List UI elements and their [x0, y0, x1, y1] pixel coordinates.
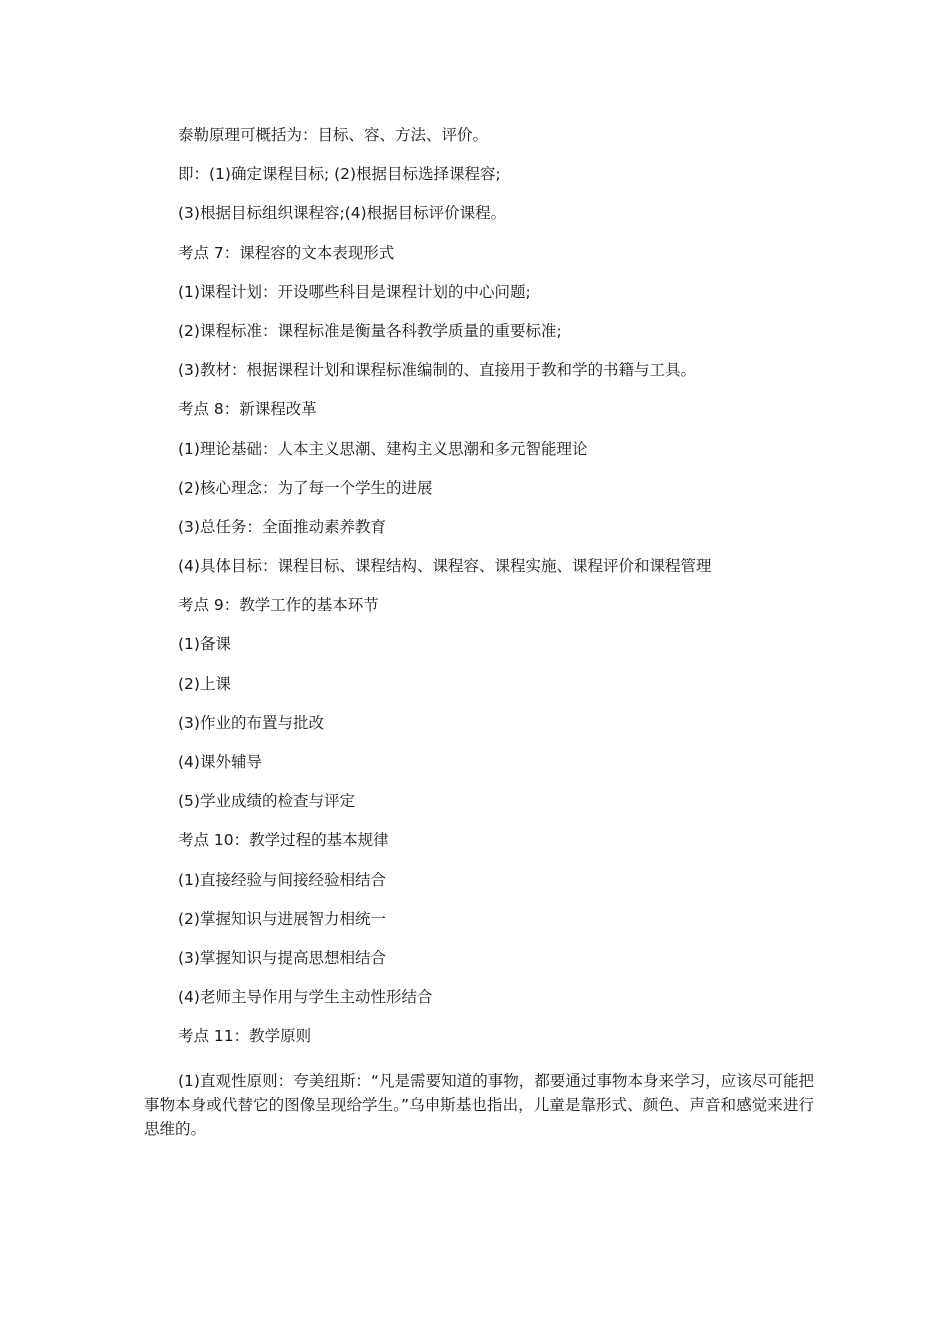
section-heading: 考点 9：教学工作的基本环节 [178, 596, 379, 615]
text-line: (5)学业成绩的检查与评定 [178, 792, 355, 811]
text-line: (3)总任务：全面推动素养教育 [178, 517, 386, 536]
text-line: (3)作业的布置与批改 [178, 713, 324, 732]
text-line: (1)备课 [178, 635, 231, 654]
text-line: (1)课程计划：开设哪些科目是课程计划的中心问题; [178, 282, 531, 301]
text-line: 泰勒原理可概括为：目标、容、方法、评价。 [178, 126, 489, 144]
text-lines [178, 124, 818, 1065]
text-line: (2)掌握知识与进展智力相统一 [178, 909, 386, 928]
text-line: (2)课程标准：课程标准是衡量各科教学质量的重要标准; [178, 321, 562, 340]
text-line: (1)理论基础：人本主义思潮、建构主义思潮和多元智能理论 [178, 439, 588, 458]
text-line: (3)根据目标组织课程容;(4)根据目标评价课程。 [178, 204, 507, 223]
text-line: (4)课外辅导 [178, 753, 262, 771]
section-heading: 考点 10：教学过程的基本规律 [178, 831, 389, 850]
text-line: (4)老师主导作用与学生主动性形结合 [178, 988, 433, 1007]
text-line: 即：(1)确定课程目标; (2)根据目标选择课程容; [178, 165, 501, 184]
section-heading: 考点 11：教学原则 [178, 1027, 312, 1046]
text-line: (3)教材：根据课程计划和课程标准编制的、直接用于教和学的书籍与工具。 [178, 361, 696, 380]
text-line: (2)上课 [178, 674, 231, 693]
text-line: (1)直接经验与间接经验相结合 [178, 870, 386, 889]
text-line: (2)核心理念：为了每一个学生的进展 [178, 478, 433, 497]
body-paragraph: (1)直观性原则：夸美纽斯：“凡是需要知道的事物，都要通过事物本身来学习，应该尽可能把事物本身或代替它的图像呈现给学生。”乌申斯基也指出，儿童是靠形式、颜色、声音和感觉来进行思维的。 [144, 1072, 814, 1138]
section-heading: 考点 8：新课程改革 [178, 400, 317, 419]
text-line: (4)具体目标：课程目标、课程结构、课程容、课程实施、课程评价和课程管理 [178, 557, 712, 576]
section-heading: 考点 7：课程容的文本表现形式 [178, 243, 395, 262]
text-line: (3)掌握知识与提高思想相结合 [178, 948, 386, 967]
